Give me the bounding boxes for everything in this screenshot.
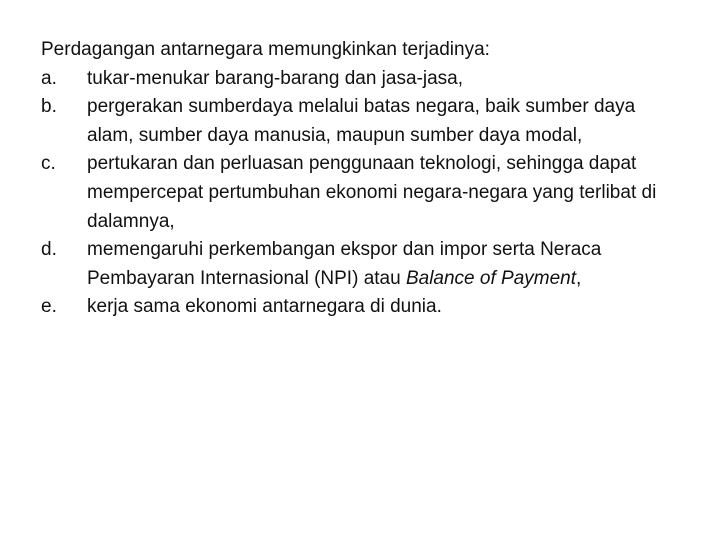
list-item-c — [41, 150, 681, 236]
list-item-e — [41, 293, 681, 322]
list-marker: a. — [41, 67, 57, 89]
list-marker: b. — [41, 96, 57, 118]
list-marker: c. — [41, 153, 56, 175]
list-marker: e. — [41, 296, 57, 318]
list-item-italic-term: Balance of Payment — [405, 267, 576, 289]
list-item-trailing: , — [576, 267, 582, 289]
list-item-d — [41, 236, 681, 293]
list-item-text: tukar-menukar barang-barang dan jasa-jasa, — [87, 67, 463, 89]
list-item-text: kerja sama ekonomi antarnegara di dunia. — [87, 296, 442, 318]
list-item-text — [87, 236, 681, 293]
list-item-text: pertukaran dan perluasan penggunaan teknologi, sehingga dapat mempercepat pertumbuhan ekonomi negara-negara yang terlibat di dalamnya, — [87, 153, 657, 232]
item-list — [41, 65, 681, 322]
list-item-a — [41, 65, 681, 94]
list-item-text: pergerakan sumberdaya melalui batas negara, baik sumber daya alam, sumber daya manusia, maupun sumber daya modal, — [87, 96, 636, 146]
list-item-b — [41, 93, 681, 150]
list-marker: d. — [41, 239, 57, 261]
list-item-text-main: memengaruhi perkembangan ekspor dan impor serta Neraca Pembayaran Internasional (NPI) atau — [87, 239, 602, 289]
slide-body — [41, 36, 681, 322]
intro-text: Perdagangan antarnegara memungkinkan terjadinya: — [41, 39, 490, 60]
